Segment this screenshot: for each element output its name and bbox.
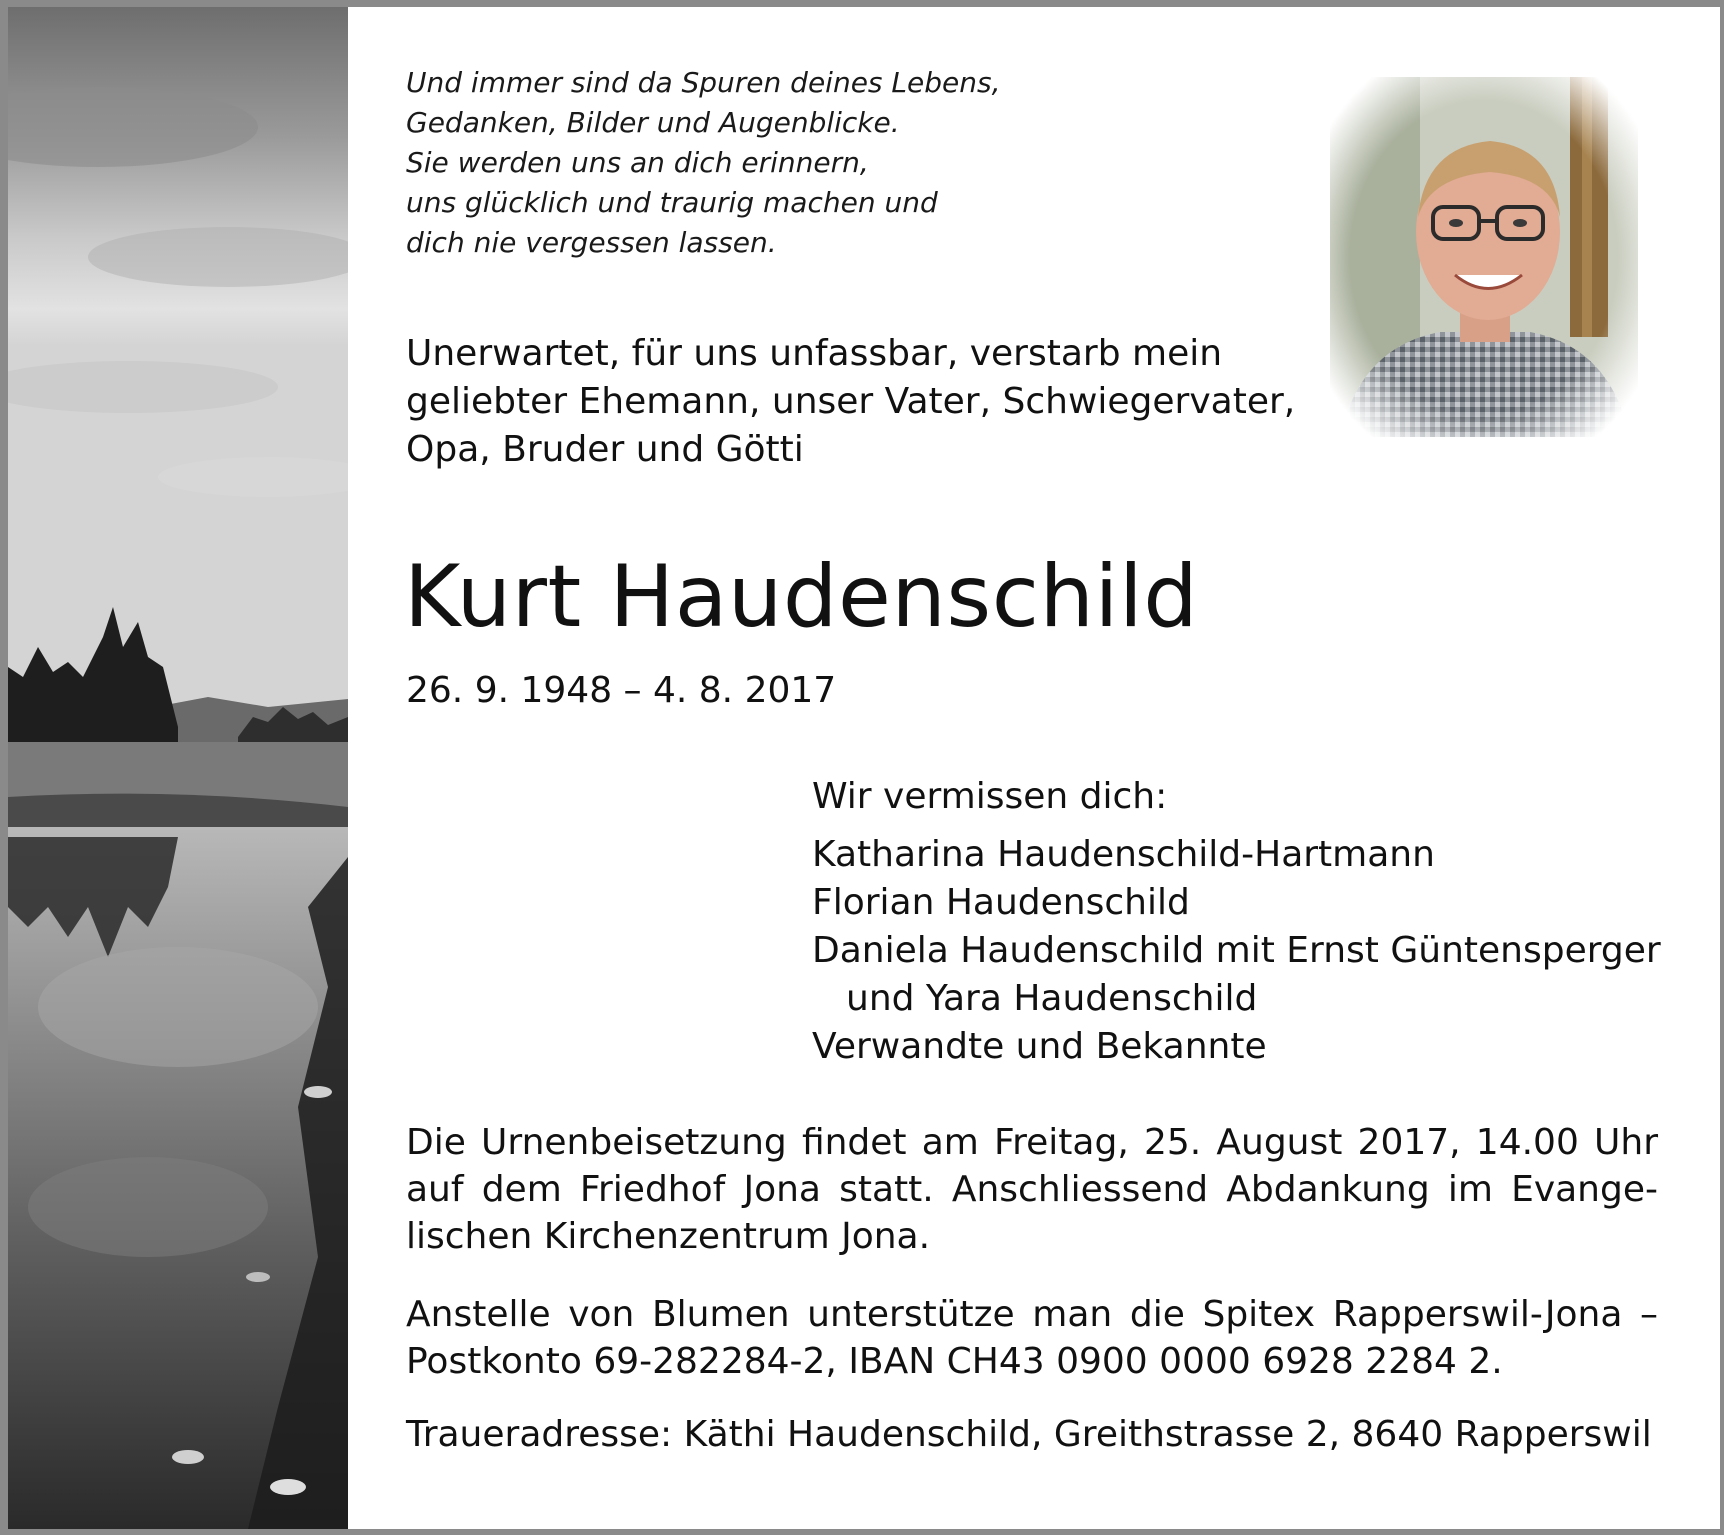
- memorial-poem: [406, 63, 1206, 263]
- donation-info: Anstelle von Blumen unterstütze man die Spitex Rapperswil-Jona – Postkonto 69-282284-2, IBAN CH43 0900 0000 6928 2284 2.: [406, 1294, 1658, 1382]
- intro-line: Unerwartet, für uns unfassbar, verstarb mein: [406, 333, 1223, 374]
- ceremony-info: Die Urnenbeisetzung findet am Freitag, 25. August 2017, 14.00 Uhr auf dem Friedhof Jona statt. Anschliessend Abdankung im Evangelischen Kirchenzentrum Jona.: [406, 1122, 1658, 1257]
- portrait-photo: [1330, 77, 1638, 437]
- life-dates: 26. 9. 1948 – 4. 8. 2017: [406, 670, 837, 711]
- mourner-name: Daniela Haudenschild mit Ernst Güntensperger: [812, 930, 1661, 971]
- mourning-address: Traueradresse: Käthi Haudenschild, Greithstrasse 2, 8640 Rapperswil: [406, 1414, 1652, 1455]
- mourner-name: und Yara Haudenschild: [846, 978, 1258, 1019]
- obituary-card: [8, 7, 1720, 1529]
- death-announcement: [406, 330, 1306, 474]
- intro-line: Opa, Bruder und Götti: [406, 429, 804, 470]
- poem-line: Gedanken, Bilder und Augenblicke.: [406, 106, 900, 139]
- poem-line: uns glücklich und traurig machen und: [406, 186, 938, 219]
- mourner-name: Verwandte und Bekannte: [812, 1026, 1267, 1067]
- mourner-name: Katharina Haudenschild-Hartmann: [812, 834, 1435, 875]
- poem-line: Sie werden uns an dich erinnern,: [406, 146, 869, 179]
- deceased-name: Kurt Haudenschild: [404, 547, 1199, 647]
- poem-line: dich nie vergessen lassen.: [406, 226, 777, 259]
- intro-line: geliebter Ehemann, unser Vater, Schwiegervater,: [406, 381, 1296, 422]
- mourners-heading: Wir vermissen dich:: [812, 776, 1168, 817]
- poem-line: Und immer sind da Spuren deines Lebens,: [406, 66, 1001, 99]
- mourner-name: Florian Haudenschild: [812, 882, 1190, 923]
- mourners-list: [812, 773, 1712, 1071]
